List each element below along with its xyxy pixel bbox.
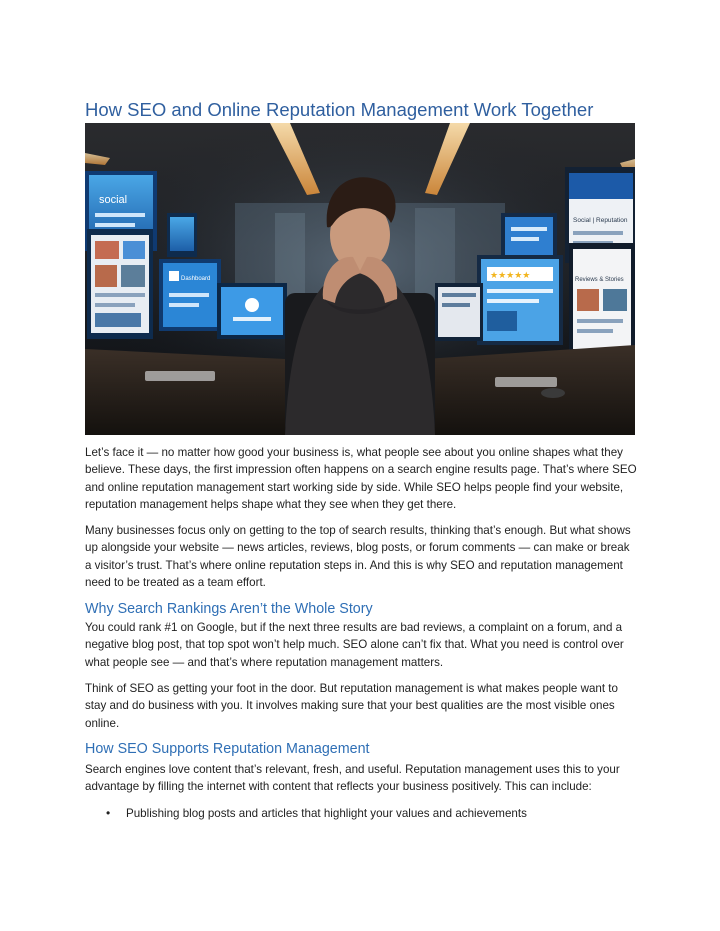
hero-screen-right-top: Social | Reputation	[573, 217, 628, 224]
intro-paragraph-1: Let’s face it — no matter how good your business is, what people see about you online shapes what they believe. These days, the first impression often happens on a search engine results page. That’s where SEO and online reputation management start working side by side. While SEO helps people find your website, reputation management helps shape what they see when they get there.	[85, 446, 637, 512]
intro-paragraph-2: Many businesses focus only on getting to the top of search results, thinking that’s enough. But what shows up alongside your website — news articles, reviews, blog posts, or forum comments — can make or break a visitor’s trust. That’s where online reputation steps in. And this is why SEO and reputation management need to be treated as a team effort.	[85, 524, 631, 590]
right-monitor-near	[569, 243, 635, 353]
section2-paragraph-1: Search engines love content that’s relevant, fresh, and useful. Reputation management uses this to your advantage by filling the internet with content that reflects your business positively. This can include:	[85, 763, 620, 794]
right-monitor-reviews	[477, 255, 563, 345]
section1-paragraph-1: You could rank #1 on Google, but if the next three results are bad reviews, a complaint on a forum, and a negative blog post, that top spot won’t help much. SEO alone can’t fix that. What you need is control over what people see — and that’s where reputation management matters.	[85, 621, 624, 669]
hero-image	[85, 123, 635, 435]
bullet-text: Publishing blog posts and articles that highlight your values and achievements	[126, 807, 527, 820]
section-heading-2: How SEO Supports Reputation Management	[85, 741, 370, 757]
section-heading-1: Why Search Rankings Aren’t the Whole Story	[85, 601, 373, 617]
hero-screen-brand: Dashboard	[181, 276, 211, 282]
bullet-dot-icon: •	[106, 806, 111, 820]
left-monitor-near	[217, 283, 287, 339]
right-monitor-side	[435, 283, 483, 341]
left-small-monitor	[167, 213, 197, 257]
left-monitor-dashboard	[159, 259, 221, 331]
article-title: How SEO and Online Reputation Management Work Together	[85, 99, 594, 120]
left-monitor-social	[87, 229, 153, 339]
svg-text:★★★★★: ★★★★★	[490, 271, 531, 281]
section1-paragraph-2: Think of SEO as getting your foot in the door. But reputation management is what makes people want to stay and do business with you. It involves making sure that your best qualities are the most visible ones online.	[85, 682, 618, 730]
hero-screen-social: social	[99, 194, 128, 206]
hero-screen-right-mid: Reviews & Stories	[575, 277, 624, 283]
